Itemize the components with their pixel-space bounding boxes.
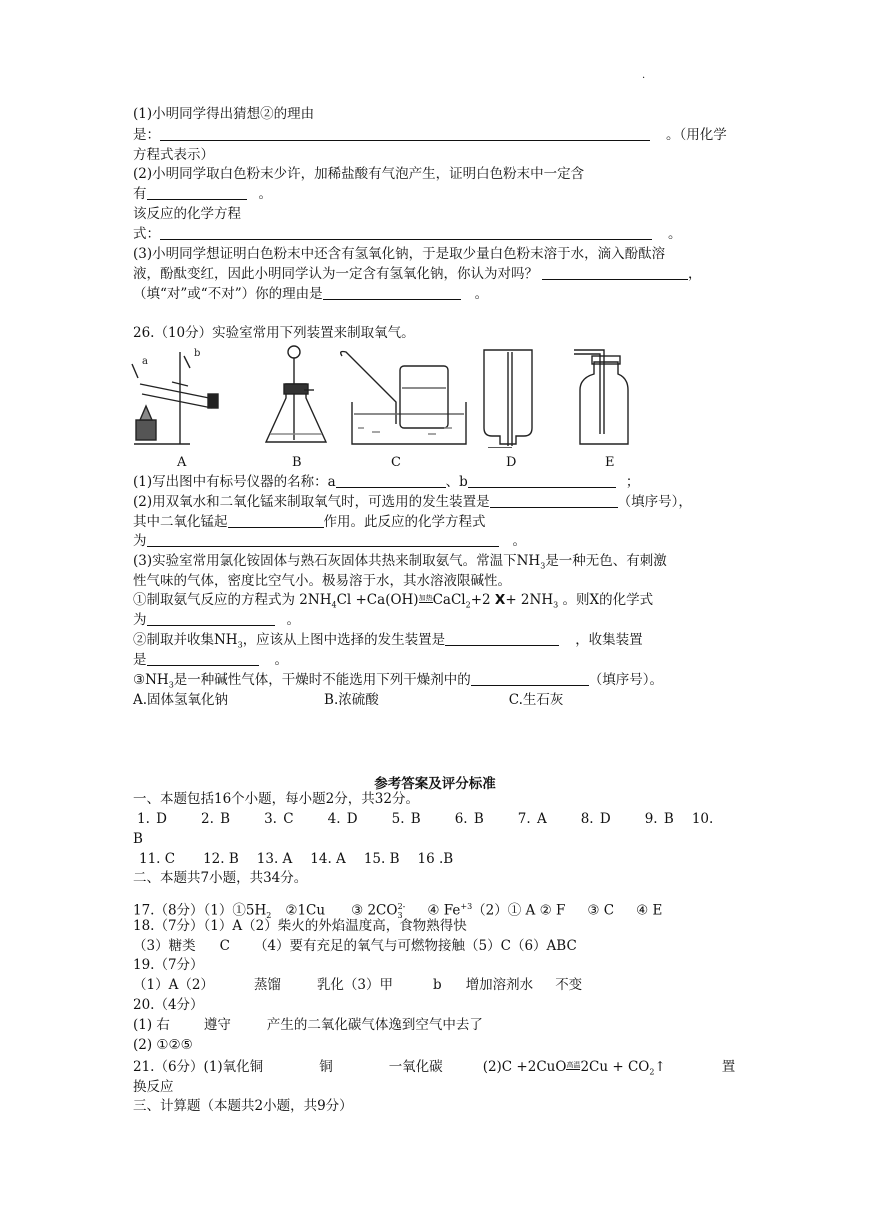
answer-item: 8. D bbox=[580, 811, 611, 827]
q26-line-10 bbox=[133, 652, 288, 669]
apparatus-figure bbox=[128, 344, 648, 448]
answer-item: 15. B bbox=[363, 851, 400, 867]
answer-blank bbox=[445, 632, 559, 646]
q25-line-7-text: 式： bbox=[133, 226, 160, 242]
answer-item: 12. B bbox=[203, 851, 239, 867]
answers-row-2 bbox=[139, 851, 453, 868]
answer-blank bbox=[471, 672, 589, 686]
answer-20-title: 20.（4分） bbox=[133, 997, 204, 1013]
apparatus-d bbox=[484, 350, 532, 448]
answer-blank bbox=[323, 286, 461, 300]
subscript: 2 bbox=[465, 600, 471, 610]
q26-line-11-tail: （填序号）。 bbox=[588, 672, 664, 688]
a17-part: ④ E bbox=[636, 902, 663, 919]
q26-line-1-tail: ； bbox=[625, 474, 640, 490]
a19-part: b bbox=[433, 977, 442, 993]
q25-line-9-tail: ， bbox=[688, 266, 702, 282]
a21-part: (2)C +2CuO bbox=[482, 1059, 567, 1075]
q26-line-7 bbox=[133, 592, 653, 614]
a19-part: 增加溶剂水 bbox=[465, 977, 534, 993]
q26-line-11-mid: 是一种碱性气体，干燥时不能选用下列干燥剂中的 bbox=[173, 672, 471, 688]
answer-19-title: 19.（7分） bbox=[133, 957, 204, 973]
answer-item: 13. A bbox=[256, 851, 293, 867]
q26-line-2-tail: （填序号）， bbox=[617, 494, 692, 510]
q25-line-6: 该反应的化学方程 bbox=[133, 206, 241, 222]
q25-line-7 bbox=[133, 226, 682, 243]
q26-line-11-text: ③NH bbox=[133, 672, 169, 688]
subscript: 2 bbox=[266, 911, 272, 921]
a21-part: 21.（6分）(1)氧化铜 bbox=[133, 1059, 264, 1075]
q25-line-1: (1)小明同学得出猜想②的理由 bbox=[133, 106, 315, 122]
apparatus-c bbox=[341, 352, 466, 445]
q26-line-11 bbox=[133, 672, 663, 694]
subscript: 3 bbox=[540, 561, 546, 571]
q26-line-8 bbox=[133, 612, 300, 629]
q26-line-3-tail: 作用。此反应的化学方程式 bbox=[323, 514, 486, 530]
a19-part: 蒸馏 bbox=[253, 977, 281, 993]
q26-line-1-mid: 、b bbox=[445, 474, 468, 490]
apparatus-b bbox=[266, 346, 326, 442]
heating-condition: 加热 bbox=[418, 594, 433, 602]
q26-line-5-text: (3)实验室常用氯化铵固体与熟石灰固体共热来制取氨气。常温下NH bbox=[133, 553, 541, 569]
fig-label-b: B bbox=[292, 455, 302, 470]
q25-line-8: (3)小明同学想证明白色粉末中还含有氢氧化钠，于是取少量白色粉末溶于水，滴入酚酞溶 bbox=[133, 246, 666, 262]
answers-section-2: 二、本题共7小题，共34分。 bbox=[133, 870, 308, 886]
q26-line-2 bbox=[133, 494, 692, 511]
subscript: 3 bbox=[397, 911, 403, 921]
a21-part: 一氧化碳 bbox=[388, 1059, 443, 1075]
a20-part: 产生的二氧化碳气体逸到空气中去了 bbox=[266, 1017, 483, 1033]
option-c: C.生石灰 bbox=[508, 692, 564, 708]
fig-label-d: D bbox=[506, 455, 517, 470]
q25-line-7-tail: 。 bbox=[668, 226, 682, 242]
q26-line-3-text: 其中二氧化锰起 bbox=[133, 514, 228, 530]
answer-18-line-2 bbox=[133, 938, 577, 955]
answer-item: 10. bbox=[691, 811, 714, 827]
unknown-x: X bbox=[494, 592, 506, 608]
q25-line-4: (2)小明同学取白色粉末少许，加稀盐酸有气泡产生，证明白色粉末中一定含 bbox=[133, 166, 585, 182]
answers-section-1: 一、本题包括16个小题，每小题2分，共32分。 bbox=[133, 791, 419, 807]
answer-item: 6. B bbox=[454, 811, 484, 827]
answers-row-1-wrap: B bbox=[133, 831, 143, 847]
q26-line-9-text: ②制取并收集NH bbox=[133, 632, 238, 648]
answer-blank bbox=[147, 652, 259, 666]
answer-item: 5. B bbox=[391, 811, 421, 827]
answers-heading: 参考答案及评分标准 bbox=[374, 776, 496, 792]
answer-item: 2. B bbox=[201, 811, 231, 827]
option-a: A.固体氢氧化钠 bbox=[133, 692, 229, 708]
answer-blank bbox=[147, 186, 247, 200]
q26-line-1-text: (1)写出图中有标号仪器的名称：a bbox=[133, 474, 336, 490]
answer-21-wrap: 换反应 bbox=[133, 1079, 174, 1095]
answer-item: 7. A bbox=[517, 811, 547, 827]
answer-18-line-1: 18.（7分）（1）A（2）柴火的外焰温度高，食物熟得快 bbox=[133, 918, 467, 934]
q26-line-10-text: 是 bbox=[133, 652, 147, 668]
answer-blank bbox=[542, 266, 688, 280]
q26-line-8-tail: 。 bbox=[286, 612, 300, 628]
q25-line-5-text: 有 bbox=[133, 186, 147, 202]
a18-part: C bbox=[219, 938, 230, 954]
q25-line-5 bbox=[133, 186, 272, 203]
q26-line-1 bbox=[133, 474, 639, 491]
mark-a: a bbox=[142, 356, 148, 367]
heating-condition: 高温 bbox=[566, 1061, 581, 1069]
q25-line-10-text: （填“对”或“不对”）你的理由是 bbox=[133, 286, 323, 302]
a18-part: （4）要有充足的氧气与可燃物接触（5）C（6）ABC bbox=[253, 938, 577, 954]
a21-part: 置 bbox=[721, 1059, 736, 1075]
mark-b: b bbox=[194, 348, 201, 359]
fig-label-e: E bbox=[605, 455, 615, 470]
answer-item: 3. C bbox=[264, 811, 294, 827]
answer-blank bbox=[468, 474, 616, 488]
answer-item: 16 .B bbox=[417, 851, 454, 867]
q26-eq-part-4: +2 bbox=[470, 592, 491, 608]
a20-part: 遵守 bbox=[203, 1017, 231, 1033]
answer-blank bbox=[160, 226, 652, 240]
a19-part: 乳化（3）甲 bbox=[316, 977, 394, 993]
a21-part: 铜 bbox=[319, 1059, 333, 1075]
answer-19 bbox=[133, 977, 582, 994]
option-b: B.浓硫酸 bbox=[324, 692, 379, 708]
q25-line-2-tail: 。（用化学 bbox=[666, 127, 727, 143]
q26-line-4 bbox=[133, 533, 526, 550]
answer-item: 1. D bbox=[137, 811, 167, 827]
fig-label-c: C bbox=[391, 455, 401, 470]
answer-blank bbox=[490, 494, 618, 508]
superscript: +3 bbox=[460, 902, 473, 911]
a19-part: （1）A（2） bbox=[133, 977, 214, 993]
a18-part: （3）糖类 bbox=[133, 938, 196, 954]
q26-line-8-text: 为 bbox=[133, 612, 147, 628]
q26-line-4-text: 为 bbox=[133, 533, 147, 549]
subscript: 3 bbox=[237, 640, 243, 650]
subscript: 4 bbox=[331, 600, 337, 610]
q26-title: 26.（10分）实验室常用下列装置来制取氧气。 bbox=[133, 325, 415, 341]
q26-line-3 bbox=[133, 514, 486, 531]
answer-blank bbox=[336, 474, 446, 488]
a21-part: 2Cu + CO bbox=[580, 1059, 650, 1075]
q26-eq-part-1: ①制取氨气反应的方程式为 2NH bbox=[133, 592, 332, 608]
a17-part: ④ Fe bbox=[427, 902, 461, 919]
answer-blank bbox=[228, 514, 324, 528]
q25-line-9 bbox=[133, 266, 702, 283]
a19-part: 不变 bbox=[555, 977, 583, 993]
a17-part: 17.（8分）（1）①5H bbox=[133, 902, 267, 919]
answer-blank bbox=[147, 533, 499, 547]
q26-line-9-tail: ，收集装置 bbox=[575, 632, 643, 648]
q25-line-9-text: 液，酚酞变红，因此小明同学认为一定含有氢氧化钠，你认为对吗？ bbox=[133, 266, 538, 282]
answers-row-1 bbox=[137, 811, 713, 828]
page-dot: . bbox=[642, 70, 646, 81]
a20-part: (1) 右 bbox=[133, 1017, 170, 1033]
answer-21 bbox=[133, 1059, 735, 1081]
answers-section-3: 三、计算题（本题共2小题，共9分） bbox=[133, 1098, 353, 1114]
a17-part: ③ 2CO bbox=[351, 902, 398, 919]
q26-line-2-text: (2)用双氧水和二氧化锰来制取氧气时，可选用的发生装置是 bbox=[133, 494, 490, 510]
q26-line-6: 性气味的气体，密度比空气小。极易溶于水，其水溶液限碱性。 bbox=[133, 573, 511, 589]
gas-arrow: ↑ bbox=[654, 1059, 666, 1075]
q26-options bbox=[133, 692, 563, 709]
q25-line-3: 方程式表示） bbox=[133, 147, 214, 163]
q26-line-5 bbox=[133, 553, 667, 575]
a17-part: ③ C bbox=[587, 902, 615, 919]
q26-eq-part-5: + 2NH bbox=[505, 592, 554, 608]
fig-label-a: A bbox=[177, 455, 187, 470]
q26-eq-part-6: 。则X的化学式 bbox=[562, 592, 654, 608]
subscript: 3 bbox=[553, 600, 559, 610]
q25-line-2 bbox=[133, 127, 727, 144]
q26-line-4-tail: 。 bbox=[512, 533, 526, 549]
answer-20-part-2: (2) ①②⑤ bbox=[133, 1037, 193, 1053]
subscript: 2 bbox=[649, 1067, 655, 1077]
answer-blank bbox=[147, 612, 275, 626]
q26-eq-part-3: CaCl bbox=[432, 592, 466, 608]
superscript: 2- bbox=[397, 902, 406, 911]
subscript: 3 bbox=[168, 680, 174, 690]
answer-item: 9. B bbox=[644, 811, 674, 827]
answer-item: 14. A bbox=[310, 851, 346, 867]
answer-item: 11. C bbox=[139, 851, 176, 867]
q25-line-2-text: 是： bbox=[133, 127, 160, 143]
apparatus-e bbox=[574, 350, 628, 444]
q26-line-5-tail: 是一种无色、有刺激 bbox=[545, 553, 667, 569]
q25-line-10-tail: 。 bbox=[474, 286, 489, 302]
answer-blank bbox=[160, 127, 650, 141]
a17-part: ②1Cu bbox=[285, 902, 326, 919]
q26-line-9 bbox=[133, 632, 643, 654]
q26-eq-part-2: Cl +Ca(OH) bbox=[336, 592, 419, 608]
q26-line-10-tail: 。 bbox=[274, 652, 288, 668]
q26-line-9-mid: ，应该从上图中选择的发生装置是 bbox=[242, 632, 446, 648]
q25-line-10 bbox=[133, 286, 488, 303]
answer-item: 4. D bbox=[327, 811, 358, 827]
answer-20 bbox=[133, 1017, 483, 1034]
a17-part: （2）① A ② F bbox=[472, 902, 566, 919]
q25-line-5-tail: 。 bbox=[258, 186, 272, 202]
